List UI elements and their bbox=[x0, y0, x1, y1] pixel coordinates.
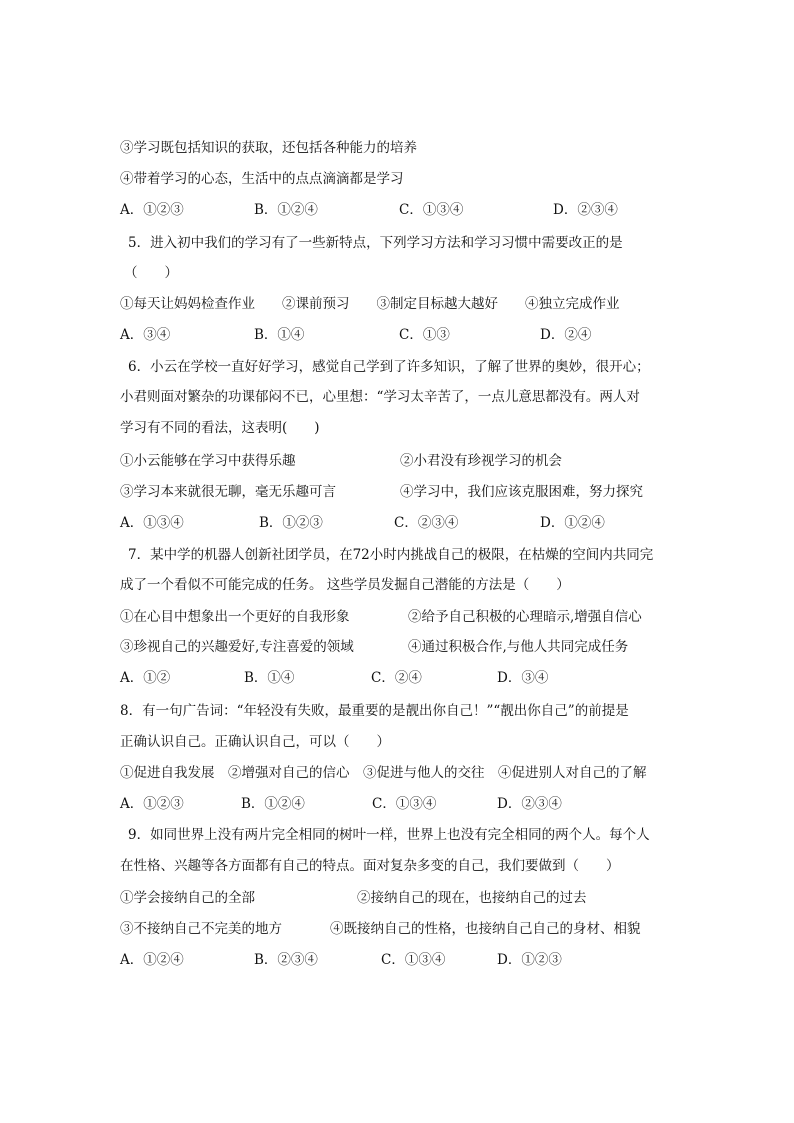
q5-stem-line1: 5．进入初中我们的学习有了一些新特点，下列学习方法和学习习惯中需要改正的是 bbox=[128, 235, 623, 251]
q7-option-a: A．①② bbox=[120, 670, 171, 686]
q6-option-d: D．①②④ bbox=[540, 515, 605, 531]
q5-option-c: C．①③ bbox=[399, 327, 450, 343]
q8-option-c: C．①③④ bbox=[372, 796, 437, 812]
q9-stem-line2: 在性格、兴趣等各方面都有自己的特点。面对复杂多变的自己，我们要做到（ ） bbox=[120, 858, 620, 874]
q4-item4: ④带着学习的心态，生活中的点点滴滴都是学习 bbox=[120, 171, 404, 187]
q5-option-b: B．①④ bbox=[254, 327, 305, 343]
q6-item2: ②小君没有珍视学习的机会 bbox=[400, 453, 562, 469]
q8-option-b: B．①②④ bbox=[241, 796, 305, 812]
q6-option-b: B．①②③ bbox=[259, 515, 323, 531]
q7-option-b: B．①④ bbox=[244, 670, 295, 686]
q7-option-c: C．②④ bbox=[371, 670, 422, 686]
q6-item1: ①小云能够在学习中获得乐趣 bbox=[120, 453, 296, 469]
q8-stem-line2: 正确认识自己。正确认识自己，可以（ ） bbox=[120, 734, 390, 750]
q6-option-a: A．①③④ bbox=[120, 515, 184, 531]
q8-items: ①促进自我发展 ②增强对自己的信心 ③促进与他人的交往 ④促进别人对自己的了解 bbox=[120, 765, 647, 781]
q6-option-c: C．②③④ bbox=[394, 515, 459, 531]
q7-item3: ③珍视自己的兴趣爱好,专注喜爱的领域 bbox=[120, 639, 354, 655]
q5-answer-bracket: （ ） bbox=[124, 265, 178, 281]
q6-stem-line2: 小君则面对繁杂的功课郁闷不已，心里想：“学习太辛苦了，一点儿意思都没有。两人对 bbox=[120, 389, 640, 405]
q8-stem-line1: 8．有一句广告词：“年轻没有失败，最重要的是靓出你自己！”“靓出你自己”的前提是 bbox=[120, 703, 629, 719]
q6-item4: ④学习中，我们应该克服困难，努力探究 bbox=[400, 484, 643, 500]
q8-option-a: A．①②③ bbox=[120, 796, 184, 812]
q4-option-c: C．①③④ bbox=[399, 202, 464, 218]
q7-option-d: D．③④ bbox=[497, 670, 549, 686]
q7-item4: ④通过积极合作,与他人共同完成任务 bbox=[408, 639, 629, 655]
q9-item2: ②接纳自己的现在，也接纳自己的过去 bbox=[357, 890, 587, 906]
q4-option-d: D．②③④ bbox=[553, 202, 618, 218]
q9-option-b: B．②③④ bbox=[254, 952, 318, 968]
q7-item1: ①在心目中想象出一个更好的自我形象 bbox=[120, 609, 350, 625]
q5-items: ①每天让妈妈检查作业 ②课前预习 ③制定目标越大越好 ④独立完成作业 bbox=[120, 296, 620, 312]
q9-item1: ①学会接纳自己的全部 bbox=[120, 890, 255, 906]
q7-item2: ②给予自己积极的心理暗示,增强自信心 bbox=[408, 609, 642, 625]
q6-stem-line3: 学习有不同的看法，这表明( ) bbox=[120, 420, 320, 436]
q9-stem-line1: 9．如同世界上没有两片完全相同的树叶一样，世界上也没有完全相同的两个人。每个人 bbox=[128, 827, 650, 843]
q9-item3: ③不接纳自己不完美的地方 bbox=[120, 921, 282, 937]
q7-stem-line2: 成了一个看似不可能完成的任务。 这些学员发掘自己潜能的方法是（ ） bbox=[120, 577, 570, 593]
q4-item3: ③学习既包括知识的获取，还包括各种能力的培养 bbox=[120, 140, 417, 156]
q4-option-a: A．①②③ bbox=[120, 202, 184, 218]
q9-option-d: D．①②③ bbox=[497, 952, 562, 968]
q5-option-d: D．②④ bbox=[540, 327, 592, 343]
q5-option-a: A．③④ bbox=[120, 327, 171, 343]
q4-option-b: B．①②④ bbox=[254, 202, 318, 218]
q6-item3: ③学习本来就很无聊，毫无乐趣可言 bbox=[120, 484, 336, 500]
q9-option-c: C．①③④ bbox=[381, 952, 446, 968]
q9-item4: ④既接纳自己的性格，也接纳自己自己的身材、相貌 bbox=[330, 921, 641, 937]
q7-stem-line1: 7．某中学的机器人创新社团学员，在72小时内挑战自己的极限，在枯燥的空间内共同完 bbox=[128, 547, 654, 563]
q9-option-a: A．①②④ bbox=[120, 952, 184, 968]
q8-option-d: D．②③④ bbox=[497, 796, 562, 812]
q6-stem-line1: 6．小云在学校一直好好学习，感觉自己学到了许多知识，了解了世界的奥妙，很开心； bbox=[128, 359, 650, 375]
